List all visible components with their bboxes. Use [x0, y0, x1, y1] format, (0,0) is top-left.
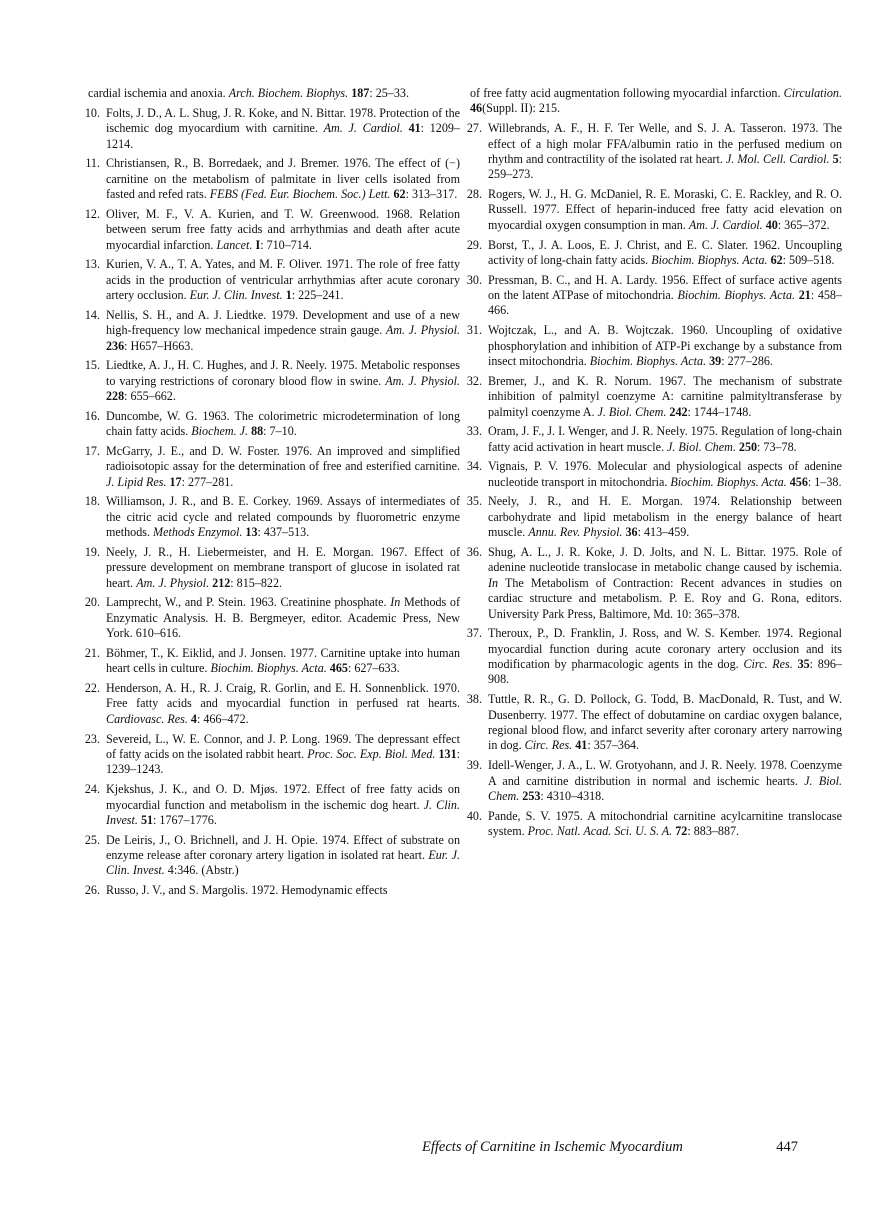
- reference-entry: [466, 459, 842, 490]
- journal-name: In: [488, 575, 499, 590]
- reference-entry: [84, 544, 460, 591]
- reference-entry: [466, 187, 842, 233]
- reference-entry: [84, 645, 460, 677]
- reference-text: Folts, J. D., A. L. Shug, J. R. Koke, and N. Bittar. 1978. Protection of the ischemic dog myocardium with carnitine.: [106, 105, 460, 136]
- reference-number: 14.: [84, 307, 100, 322]
- journal-name: J. Clin. Invest.: [106, 797, 460, 827]
- journal-name: Am. J. Physiol.: [385, 373, 460, 388]
- page-number: 447: [776, 1139, 798, 1155]
- reference-entry: [466, 758, 842, 804]
- volume-number: 46: [470, 101, 483, 116]
- reference-text: : 1239–1243.: [106, 747, 460, 777]
- reference-entry: [84, 358, 460, 404]
- reference-text: : 7–10.: [263, 424, 297, 439]
- reference-entry: [84, 443, 460, 490]
- journal-name: Eur. J. Clin. Invest.: [189, 288, 283, 303]
- journal-name: FEBS (Fed. Eur. Biochem. Soc.) Lett.: [209, 187, 391, 202]
- journal-name: Proc. Natl. Acad. Sci. U. S. A.: [527, 824, 673, 839]
- reference-entry: [84, 206, 460, 253]
- volume-number: 39: [709, 353, 722, 368]
- volume-number: 36: [625, 525, 638, 540]
- reference-text: Vignais, P. V. 1976. Molecular and physiological aspects of adenine nucleotide transport in mitochondria.: [488, 459, 842, 489]
- reference-text: Böhmer, T., K. Eiklid, and J. Jonsen. 1977. Carnitine uptake into human heart cells in culture.: [106, 645, 460, 676]
- volume-number: 212: [212, 575, 231, 590]
- volume-number: 72: [675, 824, 688, 839]
- journal-name: J. Biol. Chem.: [597, 404, 667, 419]
- reference-text: cardial ischemia and anoxia.: [88, 86, 229, 100]
- reference-number: 29.: [466, 237, 482, 252]
- reference-text: of free fatty acid augmentation following myocardial infarction.: [470, 86, 784, 100]
- journal-name: Biochem. J.: [191, 424, 249, 439]
- reference-entry: [84, 595, 460, 641]
- reference-entry: [466, 692, 842, 754]
- reference-text: : 710–714.: [260, 237, 312, 252]
- journal-name: J. Biol. Chem.: [488, 773, 842, 803]
- reference-number: 31.: [466, 323, 482, 338]
- reference-text: : 1767–1776.: [153, 812, 217, 827]
- reference-number: 20.: [84, 595, 100, 610]
- reference-text: : 1744–1748.: [687, 404, 752, 419]
- reference-text: Russo, J. V., and S. Margolis. 1972. Hemodynamic effects: [106, 883, 388, 898]
- reference-number: 23.: [84, 731, 100, 746]
- reference-number: 35.: [466, 494, 482, 509]
- volume-number: 35: [797, 657, 810, 672]
- reference-entry: [466, 323, 842, 369]
- reference-text: The Metabolism of Contraction: Recent advances in studies on cardiac structure and metabolism. P. E. Roy and G. Rona, editors. University Park Press, Baltimore, Md. 10: 365–378.: [488, 575, 842, 621]
- reference-text: Shug, A. L., J. R. Koke, J. D. Jolts, and N. L. Bittar. 1975. Role of adenine nucleotide translocase in metabolic change caused by ischemia.: [488, 544, 842, 575]
- reference-number: 27.: [466, 121, 482, 136]
- reference-text: Severeid, L., W. E. Connor, and J. P. Long. 1969. The depressant effect of fatty acids on the isolated rabbit heart.: [106, 731, 460, 761]
- reference-text: : 509–518.: [782, 252, 835, 267]
- reference-text: Henderson, A. H., R. J. Craig, R. Gorlin, and E. H. Sonnenblick. 1970. Free fatty acids and myocardial function in perfused rat hearts.: [106, 681, 460, 711]
- volume-number: 228: [106, 389, 125, 404]
- volume-number: 131: [438, 747, 457, 761]
- reference-entry: [84, 832, 460, 879]
- volume-number: 51: [140, 812, 154, 827]
- reference-number: 32.: [466, 373, 482, 388]
- reference-text: Willebrands, A. F., H. F. Ter Welle, and S. J. A. Tasseron. 1973. The effect of a high molar FFA/albumin ratio in the perfused medium on rhythm and contractility of the isolated rat heart.: [488, 121, 842, 166]
- reference-entry: [466, 121, 842, 183]
- reference-number: 18.: [84, 494, 100, 509]
- reference-number: 22.: [84, 681, 100, 696]
- journal-name: Biochim. Biophys. Acta.: [651, 252, 768, 267]
- reference-number: 19.: [84, 544, 100, 559]
- reference-text: De Leiris, J., O. Brichnell, and J. H. Opie. 1974. Effect of substrate on enzyme release after coronary artery ligation in isolated rat heart.: [106, 832, 460, 863]
- volume-number: 41: [408, 121, 421, 136]
- reference-number: 37.: [466, 626, 482, 641]
- volume-number: 187: [351, 86, 370, 100]
- reference-entry: [84, 883, 460, 898]
- reference-text: Pressman, B. C., and H. A. Lardy. 1956. Effect of surface active agents on the latent ATPase of mitochondria.: [488, 272, 842, 303]
- reference-number: 25.: [84, 832, 100, 847]
- reference-text: Methods of Enzymatic Analysis. H. B. Bergmeyer, editor. Academic Press, New York. 610–616.: [106, 595, 460, 641]
- reference-entry: [84, 782, 460, 828]
- reference-text: : 1209–1214.: [106, 121, 460, 151]
- reference-entry: [466, 424, 842, 455]
- volume-number: 21: [798, 288, 811, 303]
- volume-number: 1: [285, 288, 292, 303]
- volume-number: 4: [190, 711, 197, 726]
- reference-entry: [84, 408, 460, 440]
- reference-text: : 225–241.: [291, 288, 344, 303]
- reference-text: Wojtczak, L., and A. B. Wojtczak. 1960. Uncoupling of oxidative phosphorylation and inhibition of ATP-Pi exchange by a substance from insect mitochondria.: [488, 323, 842, 368]
- journal-name: Methods Enzymol.: [153, 525, 243, 540]
- reference-text: Christiansen, R., B. Borredaek, and J. Bremer. 1976. The effect of (−) carnitine on the metabolism of palmitate in liver cells isolated from fasted and refed rats.: [106, 156, 460, 202]
- volume-number: I: [255, 237, 261, 252]
- reference-entry: [466, 626, 842, 688]
- volume-number: 13: [245, 525, 258, 540]
- journal-name: Eur. J. Clin. Invest.: [106, 848, 460, 878]
- reference-text: : 627–633.: [347, 661, 400, 676]
- reference-number: 33.: [466, 424, 482, 439]
- journal-name: Am. J. Physiol.: [385, 323, 460, 338]
- reference-column-left: [84, 86, 460, 903]
- reference-entry: [466, 808, 842, 840]
- reference-text: : 815–822.: [230, 575, 283, 590]
- running-title: Effects of Carnitine in Ischemic Myocardium: [422, 1139, 683, 1155]
- reference-text: Rogers, W. J., H. G. McDaniel, R. E. Moraski, C. E. Rackley, and R. O. Russell. 1977. Effect of heparin-induced free fatty acid elevation on myocardial oxygen consumption in man.: [488, 187, 842, 232]
- reference-number: 36.: [466, 544, 482, 559]
- journal-name: J. Mol. Cell. Cardiol.: [725, 151, 830, 166]
- reference-entry: [84, 731, 460, 778]
- journal-name: Am. J. Cardiol.: [688, 217, 763, 232]
- volume-number: 41: [575, 738, 588, 753]
- volume-number: 17: [169, 474, 182, 489]
- reference-number: 39.: [466, 758, 482, 773]
- journal-name: Arch. Biochem. Biophys.: [228, 86, 349, 100]
- volume-number: 236: [106, 338, 125, 353]
- reference-entry: [470, 86, 842, 117]
- reference-number: 12.: [84, 206, 100, 221]
- reference-text: 4:346. (Abstr.): [164, 863, 239, 878]
- reference-entry: [84, 494, 460, 540]
- reference-entry: [466, 494, 842, 540]
- reference-text: McGarry, J. E., and D. W. Foster. 1976. An improved and simplified radioisotopic assay for the determination of free and esterified carnitine.: [106, 443, 460, 474]
- journal-name: J. Biol. Chem.: [667, 439, 736, 454]
- reference-text: Tuttle, R. R., G. D. Pollock, G. Todd, B. MacDonald, R. Tust, and W. Dusenberry. 1977. The effect of dobutamine on cardiac oxygen balance, regional blood flow, and infarct severity after coronary artery narrowing in dog.: [488, 692, 842, 753]
- journal-name: Lancet.: [216, 237, 253, 252]
- journal-name: Proc. Soc. Exp. Biol. Med.: [307, 747, 436, 761]
- page-footer: [422, 1139, 812, 1156]
- reference-text: : 73–78.: [757, 439, 797, 454]
- reference-number: 24.: [84, 782, 100, 797]
- reference-number: 34.: [466, 459, 482, 474]
- reference-text: : H657–H663.: [124, 338, 194, 353]
- reference-column-right: [466, 86, 843, 844]
- volume-number: 40: [765, 217, 778, 232]
- reference-number: 15.: [84, 358, 100, 373]
- reference-number: 26.: [84, 883, 100, 898]
- reference-text: : 655–662.: [124, 389, 176, 404]
- reference-text: : 313–317.: [405, 187, 458, 202]
- reference-text: Neely, J. R., H. Liebermeister, and H. E. Morgan. 1967. Effect of pressure development on membrane transport of glucose in isolated rat heart.: [106, 544, 460, 590]
- reference-entry: [466, 237, 842, 269]
- journal-name: Biochim. Biophys. Acta.: [677, 288, 796, 303]
- reference-number: 21.: [84, 645, 100, 660]
- volume-number: 5: [832, 151, 839, 166]
- reference-text: Bremer, J., and K. R. Norum. 1967. The mechanism of substrate inhibition of palmityl coenzyme A: carnitine palmityltransferase by palmityl coenzyme A.: [488, 373, 842, 419]
- reference-number: 13.: [84, 257, 100, 272]
- reference-text: Williamson, J. R., and B. E. Corkey. 1969. Assays of intermediates of the citric acid cycle and related compounds by fluorometric enzyme methods.: [106, 494, 460, 540]
- reference-text: Oliver, M. F., V. A. Kurien, and T. W. Greenwood. 1968. Relation between serum free fatty acids and arrhythmias and death after acute myocardial infarction.: [106, 206, 460, 252]
- journal-name: Biochim. Biophys. Acta.: [589, 353, 707, 368]
- reference-entry: [466, 373, 842, 420]
- reference-number: 16.: [84, 408, 100, 423]
- reference-text: Theroux, P., D. Franklin, J. Ross, and W. S. Kember. 1974. Regional myocardial function during acute coronary artery occlusion and its modification by pharmacologic agents in the dog.: [488, 626, 842, 672]
- reference-text: Pande, S. V. 1975. A mitochondrial carnitine acylcarnitine translocase system.: [488, 808, 842, 839]
- reference-text: Borst, T., J. A. Loos, E. J. Christ, and E. C. Slater. 1962. Uncoupling activity of long-chain fatty acids.: [488, 237, 842, 267]
- journal-name: Biochim. Biophys. Acta.: [210, 661, 327, 676]
- reference-number: 40.: [466, 808, 482, 823]
- journal-name: In: [390, 595, 401, 610]
- reference-number: 10.: [84, 105, 100, 120]
- journal-name: Circ. Res.: [524, 738, 573, 753]
- reference-text: : 1–38.: [807, 474, 842, 489]
- reference-text: Liedtke, A. J., H. C. Hughes, and J. R. Neely. 1975. Metabolic responses to varying restrictions of coronary blood flow in swine.: [106, 358, 460, 388]
- reference-text: Duncombe, W. G. 1963. The colorimetric microdetermination of long chain fatty acids.: [106, 408, 460, 439]
- journal-name: Circulation.: [783, 86, 842, 100]
- reference-text: Lamprecht, W., and P. Stein. 1963. Creatinine phosphate.: [106, 595, 391, 610]
- journal-name: Annu. Rev. Physiol.: [528, 525, 623, 540]
- reference-text: : 4310–4318.: [540, 788, 605, 803]
- volume-number: 242: [669, 404, 688, 419]
- reference-text: : 277–281.: [181, 474, 234, 489]
- reference-text: : 259–273.: [488, 151, 842, 182]
- journal-name: Am. J. Physiol.: [136, 575, 210, 590]
- reference-entry: [466, 544, 842, 622]
- reference-entry: [84, 105, 460, 152]
- volume-number: 253: [522, 788, 541, 803]
- reference-text: Idell-Wenger, J. A., L. W. Grotyohann, and J. R. Neely. 1978. Coenzyme A and carnitine distribution in normal and ischemic hearts.: [488, 758, 842, 788]
- reference-entry: [84, 257, 460, 303]
- reference-text: : 365–372.: [777, 217, 830, 232]
- reference-entry: [88, 86, 460, 101]
- reference-text: Nellis, S. H., and A. J. Liedtke. 1979. Development and use of a new high-frequency low mechanical impedence strain gauge.: [106, 307, 460, 338]
- reference-number: 17.: [84, 443, 100, 458]
- reference-entry: [84, 307, 460, 354]
- reference-text: Kurien, V. A., T. A. Yates, and M. F. Oliver. 1971. The role of free fatty acids in the production of ventricular arrhythmias after acute coronary artery occlusion.: [106, 257, 460, 303]
- reference-number: 38.: [466, 692, 482, 707]
- reference-text: Neely, J. R., and H. E. Morgan. 1974. Relationship between carbohydrate and lipid metabolism in the energy balance of heart muscle.: [488, 494, 842, 540]
- reference-number: 28.: [466, 187, 482, 202]
- journal-name: Am. J. Cardiol.: [323, 121, 403, 136]
- reference-text: : 277–286.: [721, 353, 773, 368]
- reference-text: : 357–364.: [587, 738, 640, 753]
- volume-number: 465: [329, 661, 348, 676]
- journal-name: Biochim. Biophys. Acta.: [670, 474, 787, 489]
- reference-text: : 437–513.: [257, 525, 310, 540]
- volume-number: 62: [393, 187, 406, 202]
- journal-name: J. Lipid Res.: [106, 474, 167, 489]
- reference-text: Kjekshus, J. K., and O. D. Mjøs. 1972. Effect of free fatty acids on myocardial function and metabolism in the ischemic dog heart.: [106, 782, 460, 812]
- reference-text: : 25–33.: [369, 86, 409, 100]
- journal-name: Cardiovasc. Res.: [106, 711, 188, 726]
- reference-text: : 883–887.: [687, 824, 740, 839]
- reference-text: : 896–908.: [488, 657, 842, 687]
- volume-number: 250: [738, 439, 758, 454]
- reference-number: 11.: [85, 156, 100, 171]
- reference-text: (Suppl. II): 215.: [482, 101, 561, 116]
- reference-entry: [84, 681, 460, 727]
- volume-number: 62: [770, 252, 783, 267]
- reference-text: : 413–459.: [637, 525, 690, 540]
- reference-text: : 466–472.: [196, 711, 249, 726]
- reference-number: 30.: [466, 272, 482, 287]
- reference-entry: [466, 272, 843, 319]
- volume-number: 88: [251, 424, 264, 439]
- journal-name: Circ. Res.: [743, 657, 793, 672]
- reference-entry: [85, 156, 460, 202]
- reference-text: : 458–466.: [488, 288, 843, 318]
- volume-number: 456: [789, 474, 808, 489]
- reference-text: Oram, J. F., J. I. Wenger, and J. R. Neely. 1975. Regulation of long-chain fatty acid activation in heart muscle.: [488, 424, 842, 454]
